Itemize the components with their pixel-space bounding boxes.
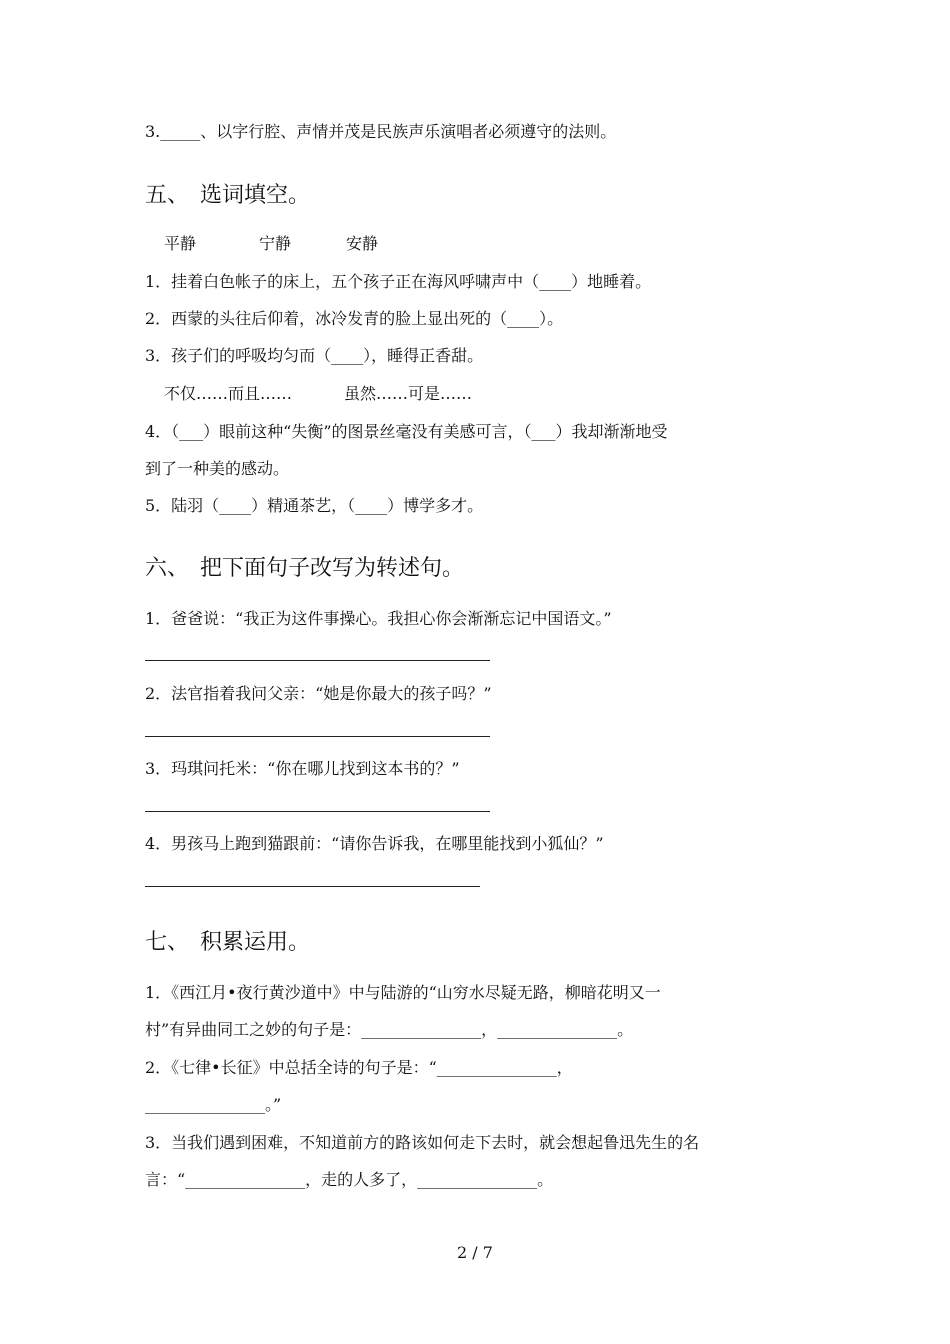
word-option-2: 宁静 (259, 234, 292, 253)
section-7-q2-line1: 2．《七律•长征》中总括全诗的句子是：“_______________， (145, 1058, 573, 1077)
word-option-1: 平静 (164, 234, 197, 253)
section-6-heading: 六、 把下面句子改写为转述句。 (145, 556, 465, 581)
answer-line-4[interactable] (145, 886, 480, 887)
page-number: 2 / 7 (457, 1243, 493, 1262)
answer-line-2[interactable] (145, 736, 490, 737)
section-5-q2: 2．西蒙的头往后仰着，冰冷发青的脸上显出死的（____）。 (145, 309, 564, 328)
answer-line-1[interactable] (145, 660, 490, 661)
section-6-q4: 4．男孩马上跑到猫跟前：“请你告诉我，在哪里能找到小狐仙？” (145, 834, 604, 853)
section-6-q1: 1．爸爸说：“我正为这件事操心。我担心你会渐渐忘记中国语文。” (145, 609, 612, 628)
section-7-q2-line2: _______________。” (145, 1095, 282, 1114)
word-option-4: 不仅……而且…… (164, 384, 293, 403)
section-6-q2: 2．法官指着我问父亲：“她是你最大的孩子吗？” (145, 684, 492, 703)
section-7-q3-line1: 3．当我们遇到困难，不知道前方的路该如何走下去时，就会想起鲁迅先生的名 (145, 1133, 700, 1152)
section-5-heading: 五、 选词填空。 (145, 183, 311, 208)
section-6-q3: 3．玛琪问托米：“你在哪儿找到这本书的？” (145, 759, 460, 778)
section-7-q1-line1: 1．《西江月•夜行黄沙道中》中与陆游的“山穷水尽疑无路，柳暗花明又一 (145, 983, 661, 1002)
section-5-q4-line1: 4．（___）眼前这种“失衡”的图景丝毫没有美感可言，（___）我却渐渐地受 (145, 422, 668, 441)
section-5-q3: 3．孩子们的呼吸均匀而（____），睡得正香甜。 (145, 346, 484, 365)
word-option-3: 安静 (346, 234, 379, 253)
q-line-3: 3._____、以字行腔、声情并茂是民族声乐演唱者必须遵守的法则。 (145, 122, 617, 141)
section-5-q5: 5．陆羽（____）精通茶艺，（____）博学多才。 (145, 496, 484, 515)
answer-line-3[interactable] (145, 811, 490, 812)
section-7-q1-line2: 村”有异曲同工之妙的句子是：_______________，_______________。 (145, 1020, 634, 1039)
word-option-5: 虽然……可是…… (344, 384, 473, 403)
section-5-q4-line2: 到了一种美的感动。 (145, 459, 290, 478)
section-5-q1: 1．挂着白色帐子的床上，五个孩子正在海风呼啸声中（____）地睡着。 (145, 272, 652, 291)
section-7-q3-line2: 言：“_______________，走的人多了，_______________。 (145, 1170, 554, 1189)
section-7-heading: 七、 积累运用。 (145, 930, 311, 955)
